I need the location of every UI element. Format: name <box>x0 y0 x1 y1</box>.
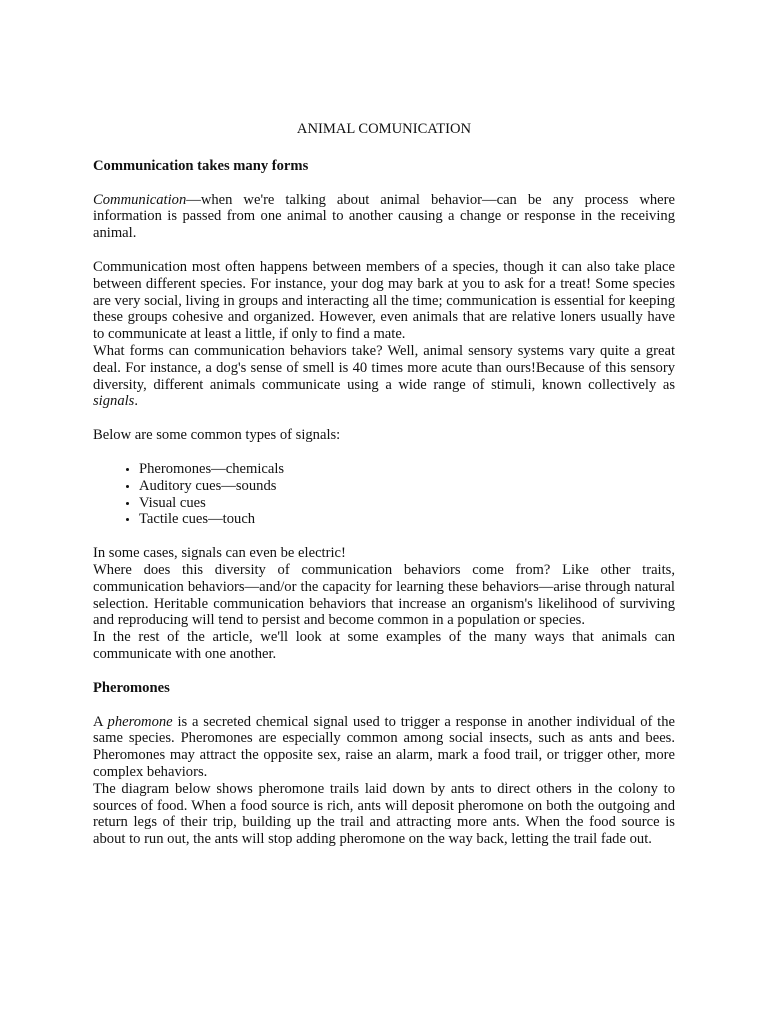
term-signals: signals <box>93 393 135 410</box>
paragraph-pheromone-trails: The diagram below shows pheromone trails laid down by ants to direct others in the colony to sources of food. When a food source is rich, ants will deposit pheromone on both the outgoing and return legs of their trip, building up the trail and attracting more ants. When the food source is about to run out, the ants will stop adding pheromone on the way back, letting the trail fade out. <box>93 780 675 848</box>
section-heading-pheromones: Pheromones <box>93 679 170 696</box>
list-item: • Visual cues <box>139 495 675 512</box>
paragraph-rest: In the rest of the article, we'll look at some examples of the many ways that animals can communicate with one another. <box>93 629 675 662</box>
document-title: ANIMAL COMUNICATION <box>296 121 472 137</box>
list-item: • Auditory cues—sounds <box>139 478 675 495</box>
paragraph-diversity: Where does this diversity of communication behaviors come from? Like other traits, communication behaviors—and/or the capacity for learning these behaviors—arise through natural selection. Heritable communication behaviors that increase an organism's likelihood of surviving and reproducing will tend to persist and become common in a population or species. <box>93 561 675 629</box>
paragraph-forms <box>93 343 675 410</box>
paragraph-pheromone-start: A <box>93 713 108 730</box>
paragraph-definition-text: —when we're talking about animal behavior—can be any process where information is passed from one animal to another causing a change or response in the receiving animal. <box>93 191 675 242</box>
section-heading-communication: Communication takes many forms <box>93 157 309 174</box>
term-communication: Communication <box>93 191 187 208</box>
paragraph-forms-end: . <box>134 393 139 410</box>
list-item: • Pheromones—chemicals <box>139 461 675 478</box>
paragraph-electric: In some cases, signals can even be electric! <box>93 545 346 562</box>
paragraph-pheromone-text: is a secreted chemical signal used to trigger a response in another individual of the same species. Pheromones are especially common among social insects, such as ants and bees. Pheromones may attract the opposite sex, raise an alarm, mark a food trail, or trigger other, more complex behaviors. <box>93 713 675 780</box>
list-intro: Below are some common types of signals: <box>93 427 341 444</box>
paragraph-forms-text: What forms can communication behaviors take? Well, animal sensory systems vary quite a great deal. For instance, a dog's sense of smell is 40 times more acute than ours!Because of this sensory diversity, different animals communicate using a wide range of stimuli, known collectively as <box>93 342 675 393</box>
term-pheromone: pheromone <box>107 713 173 730</box>
paragraph-species: Communication most often happens between members of a species, though it can also take place between different species. For instance, your dog may bark at you to ask for a treat! Some species are very social, living in groups and interacting all the time; communication is essential for keeping these groups cohesive and organized. However, even animals that are relative loners usually have to communicate at least a little, if only to find a mate. <box>93 258 675 343</box>
list-item: • Tactile cues—touch <box>139 511 675 528</box>
paragraph-pheromone-definition <box>93 714 675 781</box>
signal-types-list <box>93 461 675 528</box>
paragraph-definition <box>93 192 675 242</box>
